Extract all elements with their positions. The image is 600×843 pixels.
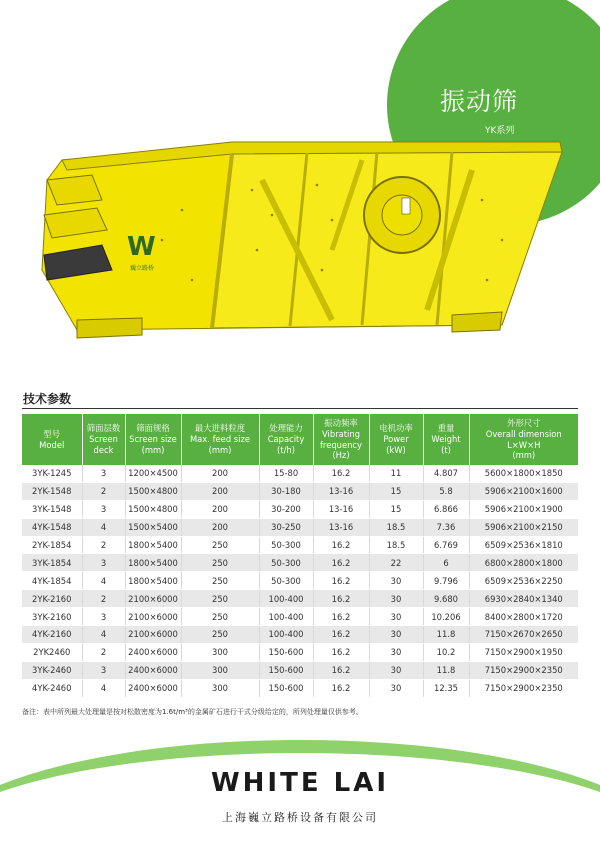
- cell-dimension: 7150×2900×2350: [469, 661, 578, 679]
- col-header-feed-size: 最大进料粒度 Max. feed size (mm): [181, 414, 259, 465]
- cell-capacity: 50-300: [259, 572, 313, 590]
- cell-screen-size: 1800×5400: [125, 554, 181, 572]
- col-header-capacity: 处理能力 Capacity (t/h): [259, 414, 313, 465]
- cell-frequency: 16.2: [313, 572, 369, 590]
- cell-weight: 11.8: [423, 626, 469, 644]
- cell-feed-size: 200: [181, 482, 259, 500]
- cell-dimension: 6509×2536×2250: [469, 572, 578, 590]
- cell-frequency: 16.2: [313, 679, 369, 697]
- cell-model: 4YK-2160: [22, 626, 82, 644]
- cell-weight: 4.807: [423, 465, 469, 482]
- cell-screen-size: 2400×6000: [125, 661, 181, 679]
- cell-model: 3YK-1854: [22, 554, 82, 572]
- table-row: [22, 465, 578, 482]
- table-row: [22, 572, 578, 590]
- cell-frequency: 16.2: [313, 643, 369, 661]
- cell-deck: 2: [82, 482, 125, 500]
- cell-weight: 10.206: [423, 608, 469, 626]
- cell-screen-size: 1800×5400: [125, 572, 181, 590]
- cell-screen-size: 1500×5400: [125, 518, 181, 536]
- cell-screen-size: 2100×6000: [125, 590, 181, 608]
- cell-dimension: 5906×2100×2150: [469, 518, 578, 536]
- col-header-deck: 筛面层数 Screen deck: [82, 414, 125, 465]
- cell-screen-size: 1800×5400: [125, 536, 181, 554]
- machine-logo-text: 巍立路桥: [130, 265, 155, 272]
- cell-feed-size: 250: [181, 572, 259, 590]
- cell-screen-size: 2400×6000: [125, 643, 181, 661]
- cell-feed-size: 250: [181, 626, 259, 644]
- cell-power: 15: [369, 482, 423, 500]
- cell-model: 4YK-1548: [22, 518, 82, 536]
- table-row: [22, 661, 578, 679]
- cell-screen-size: 1500×4800: [125, 500, 181, 518]
- col-header-weight: 重量 Weight (t): [423, 414, 469, 465]
- cell-feed-size: 250: [181, 554, 259, 572]
- cell-weight: 5.8: [423, 482, 469, 500]
- cell-model: 2YK-2160: [22, 590, 82, 608]
- cell-feed-size: 300: [181, 679, 259, 697]
- table-row: [22, 608, 578, 626]
- cell-frequency: 16.2: [313, 554, 369, 572]
- cell-deck: 3: [82, 554, 125, 572]
- footnote: 备注：表中所列最大处理量是按对松散密度为1.6t/m³的金属矿石进行干式分级给定的，所列处理量仅供参考。: [22, 708, 363, 716]
- cell-capacity: 100-400: [259, 608, 313, 626]
- page-title: 振动筛: [440, 87, 519, 116]
- cell-feed-size: 200: [181, 500, 259, 518]
- table-row: [22, 643, 578, 661]
- cell-model: 3YK-1548: [22, 500, 82, 518]
- cell-capacity: 30-200: [259, 500, 313, 518]
- cell-power: 15: [369, 500, 423, 518]
- cell-dimension: 5906×2100×1900: [469, 500, 578, 518]
- specs-section-title: 技术参数: [23, 392, 72, 406]
- cell-feed-size: 300: [181, 643, 259, 661]
- cell-weight: 10.2: [423, 643, 469, 661]
- cell-deck: 2: [82, 643, 125, 661]
- company-name: 上海巍立路桥设备有限公司: [222, 811, 378, 824]
- cell-model: 3YK-2160: [22, 608, 82, 626]
- cell-weight: 6.866: [423, 500, 469, 518]
- cell-power: 11: [369, 465, 423, 482]
- table-row: [22, 536, 578, 554]
- cell-capacity: 150-600: [259, 661, 313, 679]
- brand-logo: WHITE LAI: [210, 768, 390, 798]
- col-header-dimension: 外形尺寸 Overall dimension L×W×H (mm): [469, 414, 578, 465]
- cell-screen-size: 1200×4500: [125, 465, 181, 482]
- cell-feed-size: 250: [181, 536, 259, 554]
- cell-frequency: 16.2: [313, 590, 369, 608]
- table-row: [22, 679, 578, 697]
- cell-power: 22: [369, 554, 423, 572]
- cell-screen-size: 2100×6000: [125, 608, 181, 626]
- cell-model: 3YK-1245: [22, 465, 82, 482]
- cell-weight: 12.35: [423, 679, 469, 697]
- cell-deck: 3: [82, 500, 125, 518]
- cell-power: 18.5: [369, 536, 423, 554]
- cell-power: 30: [369, 643, 423, 661]
- cell-model: 2YK2460: [22, 643, 82, 661]
- cell-frequency: 13-16: [313, 518, 369, 536]
- cell-capacity: 50-300: [259, 536, 313, 554]
- vibrating-screen-illustration: [32, 120, 572, 345]
- table-row: [22, 554, 578, 572]
- cell-model: 2YK-1854: [22, 536, 82, 554]
- cell-frequency: 16.2: [313, 465, 369, 482]
- cell-power: 18.5: [369, 518, 423, 536]
- cell-frequency: 16.2: [313, 626, 369, 644]
- table-row: [22, 500, 578, 518]
- cell-feed-size: 250: [181, 608, 259, 626]
- specs-header-row: [22, 414, 578, 465]
- col-header-frequency: 振动频率 Vibrating frequency (Hz): [313, 414, 369, 465]
- cell-power: 30: [369, 572, 423, 590]
- cell-deck: 3: [82, 608, 125, 626]
- cell-deck: 4: [82, 572, 125, 590]
- cell-capacity: 50-300: [259, 554, 313, 572]
- specs-table-body: [22, 465, 578, 697]
- table-row: [22, 518, 578, 536]
- cell-weight: 7.36: [423, 518, 469, 536]
- col-header-power: 电机功率 Power (kW): [369, 414, 423, 465]
- cell-capacity: 150-600: [259, 643, 313, 661]
- cell-dimension: 6800×2800×1800: [469, 554, 578, 572]
- cell-frequency: 16.2: [313, 661, 369, 679]
- col-header-screen-size: 筛面规格 Screen size (mm): [125, 414, 181, 465]
- cell-feed-size: 250: [181, 590, 259, 608]
- cell-model: 4YK-2460: [22, 679, 82, 697]
- cell-deck: 2: [82, 590, 125, 608]
- cell-weight: 9.680: [423, 590, 469, 608]
- cell-capacity: 150-600: [259, 679, 313, 697]
- machine-logo: [127, 232, 156, 272]
- cell-capacity: 15-80: [259, 465, 313, 482]
- cell-power: 30: [369, 626, 423, 644]
- cell-deck: 3: [82, 661, 125, 679]
- cell-capacity: 100-400: [259, 590, 313, 608]
- cell-feed-size: 200: [181, 518, 259, 536]
- cell-power: 30: [369, 679, 423, 697]
- cell-frequency: 13-16: [313, 500, 369, 518]
- cell-deck: 4: [82, 626, 125, 644]
- cell-weight: 6: [423, 554, 469, 572]
- cell-capacity: 100-400: [259, 626, 313, 644]
- cell-frequency: 16.2: [313, 608, 369, 626]
- cell-dimension: 5600×1800×1850: [469, 465, 578, 482]
- cell-screen-size: 2100×6000: [125, 626, 181, 644]
- cell-dimension: 7150×2900×2350: [469, 679, 578, 697]
- cell-feed-size: 200: [181, 465, 259, 482]
- cell-dimension: 5906×2100×1600: [469, 482, 578, 500]
- table-row: [22, 482, 578, 500]
- cell-model: 4YK-1854: [22, 572, 82, 590]
- cell-deck: 3: [82, 465, 125, 482]
- cell-capacity: 30-180: [259, 482, 313, 500]
- cell-deck: 4: [82, 518, 125, 536]
- svg-text:W: W: [127, 232, 156, 262]
- cell-weight: 6.769: [423, 536, 469, 554]
- specs-table: [22, 414, 578, 698]
- cell-power: 30: [369, 661, 423, 679]
- page-subtitle: YK系列: [485, 126, 515, 136]
- cell-dimension: 7150×2900×1950: [469, 643, 578, 661]
- cell-weight: 11.8: [423, 661, 469, 679]
- cell-dimension: 6930×2840×1340: [469, 590, 578, 608]
- cell-screen-size: 2400×6000: [125, 679, 181, 697]
- cell-model: 3YK-2460: [22, 661, 82, 679]
- cell-power: 30: [369, 590, 423, 608]
- cell-capacity: 30-250: [259, 518, 313, 536]
- cell-frequency: 13-16: [313, 482, 369, 500]
- cell-power: 30: [369, 608, 423, 626]
- cell-deck: 4: [82, 679, 125, 697]
- table-row: [22, 626, 578, 644]
- cell-feed-size: 300: [181, 661, 259, 679]
- cell-dimension: 6509×2536×1810: [469, 536, 578, 554]
- cell-model: 2YK-1548: [22, 482, 82, 500]
- table-row: [22, 590, 578, 608]
- cell-screen-size: 1500×4800: [125, 482, 181, 500]
- cell-dimension: 8400×2800×1720: [469, 608, 578, 626]
- cell-frequency: 16.2: [313, 536, 369, 554]
- cell-weight: 9.796: [423, 572, 469, 590]
- section-divider: [22, 408, 578, 409]
- cell-deck: 2: [82, 536, 125, 554]
- col-header-model: 型号 Model: [22, 414, 82, 465]
- cell-dimension: 7150×2670×2650: [469, 626, 578, 644]
